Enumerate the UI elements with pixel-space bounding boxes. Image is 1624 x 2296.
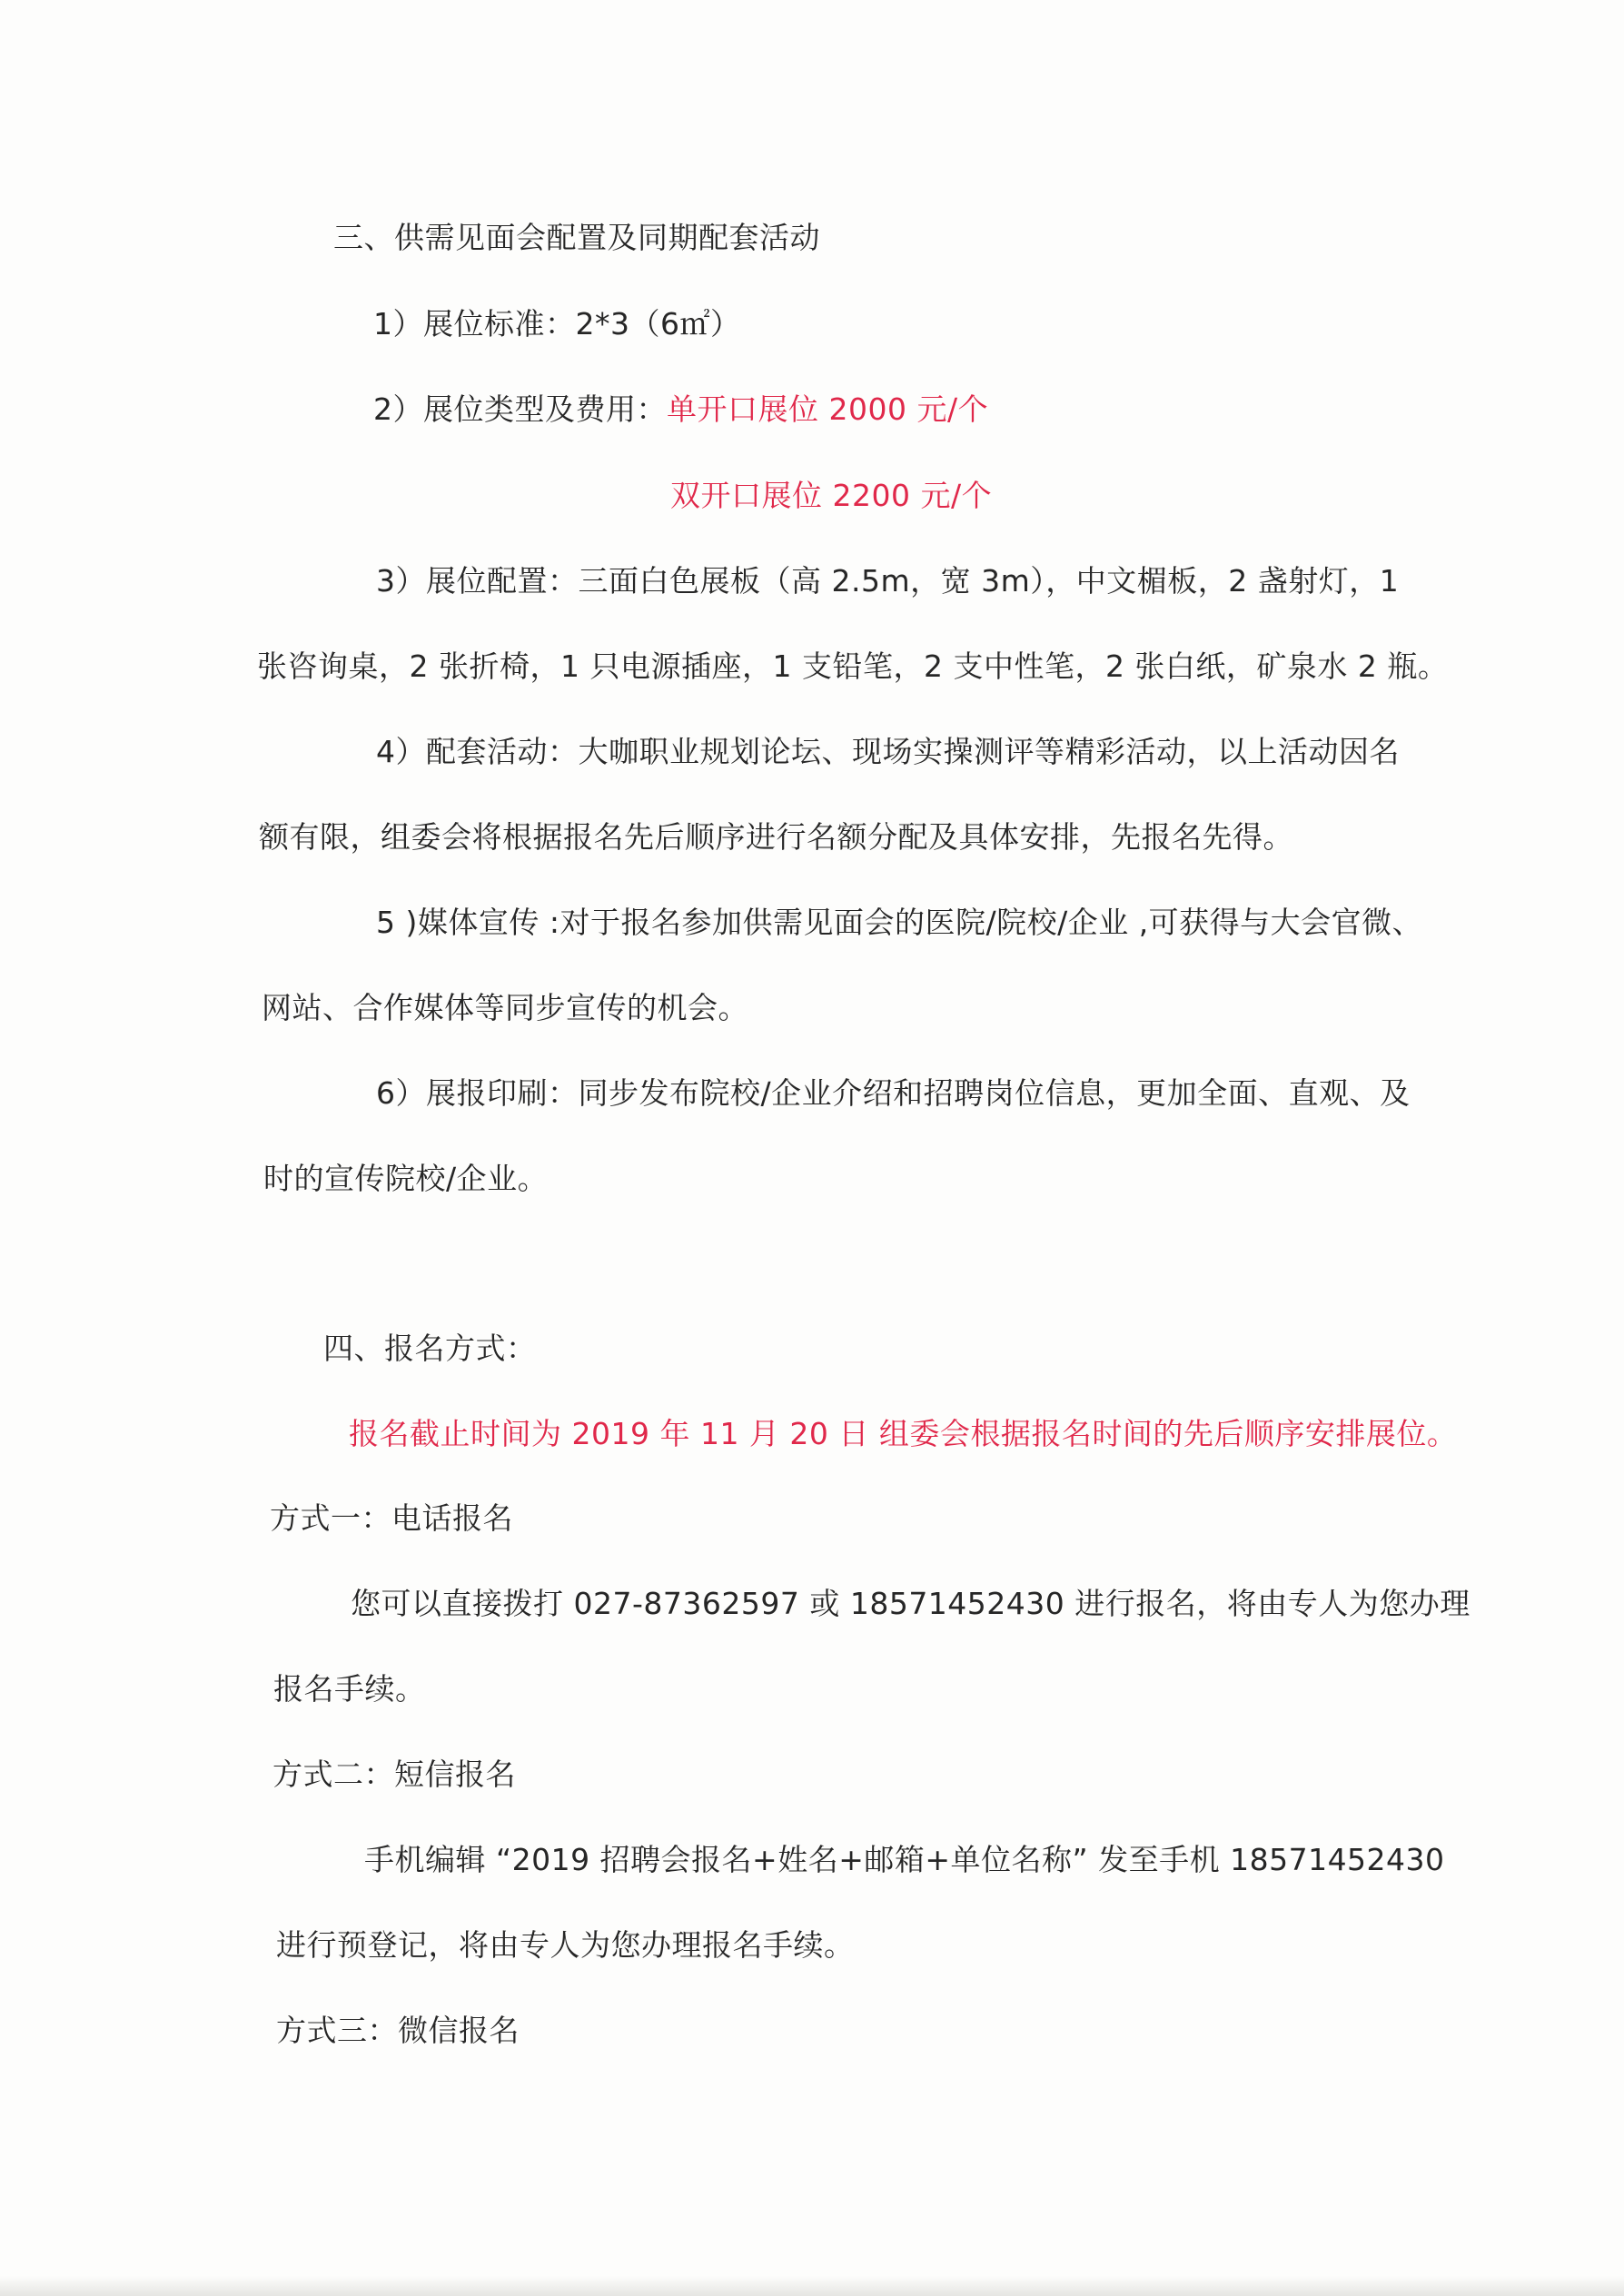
method2-title: 方式二：短信报名 — [272, 1757, 516, 1792]
item1-booth-standard: 1）展位标准：2*3（6㎡） — [373, 306, 741, 341]
section4-heading: 四、报名方式： — [323, 1331, 537, 1366]
item5-line2: 网站、合作媒体等同步宣传的机会。 — [262, 990, 748, 1025]
method1-line2: 报名手续。 — [273, 1671, 426, 1707]
scan-edge-shadow — [0, 2276, 1624, 2296]
section3-heading: 三、供需见面会配置及同期配套活动 — [333, 220, 820, 255]
item4-line2: 额有限，组委会将根据报名先后顺序进行名额分配及具体安排，先报名先得。 — [259, 819, 1293, 855]
item4-line1: 4）配套活动：大咖职业规划论坛、现场实操测评等精彩活动，以上活动因名 — [376, 734, 1400, 769]
item2-label: 2）展位类型及费用： — [373, 391, 667, 427]
item5-line1: 5 )媒体宣传 :对于报名参加供需见面会的医院/院校/企业 ,可获得与大会官微、 — [376, 905, 1423, 940]
item3-line2: 张咨询桌，2 张折椅，1 只电源插座，1 支铅笔，2 支中性笔，2 张白纸，矿泉水 2 瓶。 — [257, 648, 1449, 684]
item2-double-price: 双开口展位 2200 元/个 — [670, 478, 993, 513]
method2-line2: 进行预登记，将由专人为您办理报名手续。 — [276, 1927, 855, 1963]
deadline-notice: 报名截止时间为 2019 年 11 月 20 日 组委会根据报名时间的先后顺序安排展位。 — [349, 1416, 1458, 1451]
method1-title: 方式一：电话报名 — [270, 1500, 513, 1536]
method2-line1: 手机编辑 “2019 招聘会报名+姓名+邮箱+单位名称” 发至手机 18571452430 — [364, 1842, 1445, 1877]
method1-line1: 您可以直接拨打 027-87362597 或 18571452430 进行报名，将由专人为您办理 — [351, 1586, 1471, 1621]
item2-single-price: 单开口展位 2000 元/个 — [667, 391, 989, 427]
item6-line2: 时的宣传院校/企业。 — [263, 1161, 549, 1196]
item6-line1: 6）展报印刷：同步发布院校/企业介绍和招聘岗位信息，更加全面、直观、及 — [376, 1075, 1411, 1111]
item2-booth-type — [373, 390, 988, 430]
item3-line1: 3）展位配置：三面白色展板（高 2.5m，宽 3m），中文楣板，2 盏射灯，1 — [376, 563, 1400, 599]
method3-title: 方式三：微信报名 — [276, 2013, 520, 2048]
